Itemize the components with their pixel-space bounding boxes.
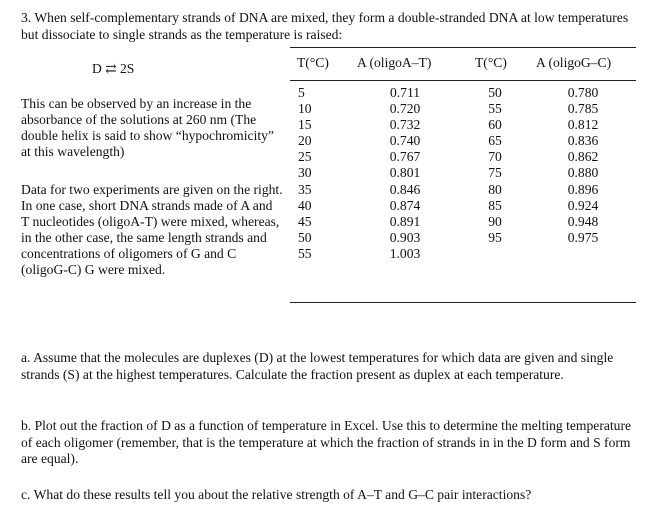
table-cell: 75 [488,165,502,181]
table-cell: 50 [488,85,502,100]
table-cell: 70 [488,149,502,165]
table-cell: 0.948 [567,213,599,229]
table-cell: 20 [298,133,312,149]
header-abs-at: A (oligoA–T) [357,55,432,70]
table-cell: 55 [298,245,312,261]
table-cell: 60 [488,117,502,133]
problem-intro: 3. When self-complementary strands of DNA are mixed, they form a double-stranded DNA at low temperatures but dissociate to single strands as the temperature is raised: [21,10,629,42]
table-bottom-rule [290,302,636,303]
column-temp-gc [475,85,515,246]
table-cell: 0.836 [567,133,599,149]
table-cell: 0.924 [567,197,599,213]
table-cell: 0.732 [389,117,421,133]
question-b: b. Plot out the fraction of D as a function of temperature in Excel. Use this to determine the melting temperature of each oligomer (remember, that is the temperature at which the fraction of strands in in the D form and S form are equal). [21,418,632,466]
header-temp-gc: T(°C) [475,55,507,70]
table-cell: 0.711 [389,85,421,100]
table-cell: 40 [298,197,312,213]
table-cell: 0.785 [567,101,599,117]
header-temp-at: T(°C) [297,55,329,70]
column-abs-at [370,85,440,262]
table-cell: 85 [488,197,502,213]
question-a: a. Assume that the molecules are duplexes (D) at the lowest temperatures for which data are given and single strands (S) at the highest temperatures. Calculate the fraction present as duplex at each temperature. [21,350,614,382]
table-cell: 50 [298,229,312,245]
header-abs-gc: A (oligoG–C) [536,55,612,70]
table-cell: 0.975 [567,229,599,245]
table-cell: 5 [298,85,305,100]
table-cell: 0.891 [389,213,421,229]
table-cell: 0.780 [567,85,599,100]
column-temp-at [298,85,328,262]
table-cell: 0.767 [389,149,421,165]
table-cell: 80 [488,181,502,197]
table-cell: 15 [298,117,312,133]
table-cell: 55 [488,101,502,117]
table-cell: 45 [298,213,312,229]
table-top-rule [290,47,636,48]
equilibrium-equation: D ⇄ 2S [92,61,135,76]
table-cell: 95 [488,229,502,245]
absorbance-paragraph: This can be observed by an increase in the absorbance of the solutions at 260 nm (The double helix is said to show “hypochromicity” at this wavelength) [21,96,274,159]
table-cell: 0.846 [389,181,421,197]
table-cell: 0.740 [389,133,421,149]
table-cell: 0.896 [567,181,599,197]
table-cell: 35 [298,181,312,197]
table-cell: 0.903 [389,229,421,245]
table-cell: 0.801 [389,165,421,181]
table-cell: 0.880 [567,165,599,181]
table-header-rule [290,80,636,81]
table-cell: 65 [488,133,502,149]
question-c: c. What do these results tell you about the relative strength of A–T and G–C pair interactions? [21,487,532,502]
table-cell: 25 [298,149,312,165]
table-cell: 0.862 [567,149,599,165]
column-abs-gc [548,85,618,246]
table-cell: 1.003 [389,245,421,261]
experiment-paragraph: Data for two experiments are given on the right. In one case, short DNA strands made of A and T nucleotides (oligoA-T) were mixed, whereas, in the other case, the same length strands and concentrations of oligomers of G and C (oligoG-C) G were mixed. [21,182,283,277]
table-cell: 0.812 [567,117,599,133]
table-cell: 90 [488,213,502,229]
table-cell: 0.874 [389,197,421,213]
table-cell: 0.720 [389,101,421,117]
table-cell: 10 [298,101,312,117]
table-cell: 30 [298,165,312,181]
